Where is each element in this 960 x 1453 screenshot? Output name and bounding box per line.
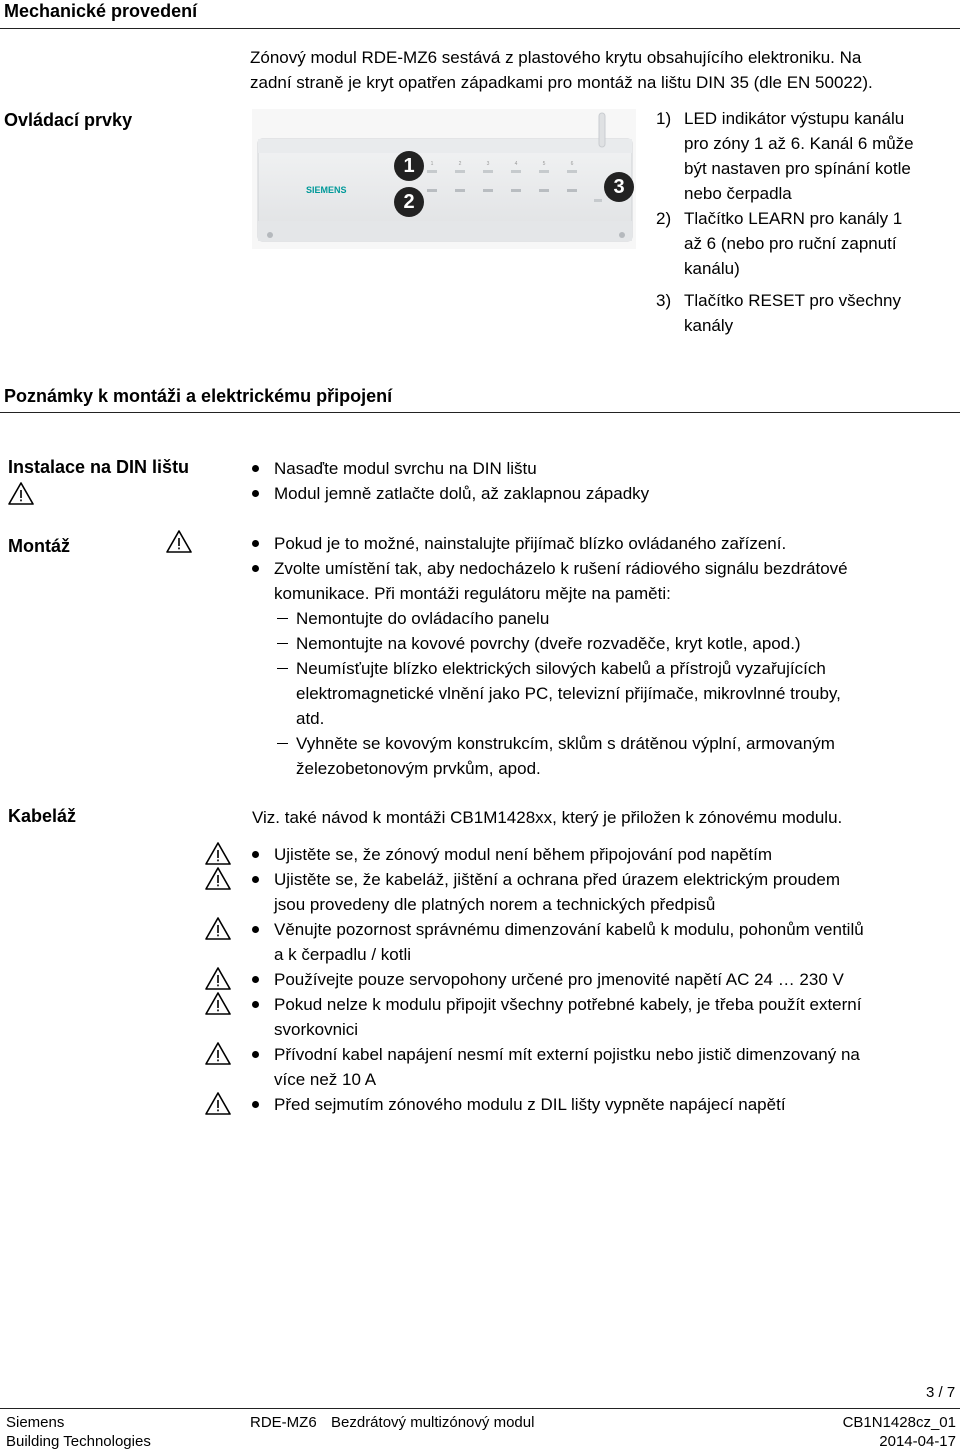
din-bullet-2: Modul jemně zatlačte dolů, až zaklapnou západky xyxy=(274,484,650,503)
callout-3: 3 xyxy=(604,172,634,202)
dash-marker xyxy=(277,618,288,619)
footer-doc-id: CB1N1428cz_01 xyxy=(842,1414,956,1431)
channel-label-4: 4 xyxy=(514,161,518,167)
footer-division: Building Technologies xyxy=(6,1433,151,1450)
mount-dash-3-line-1: Neumísťujte blízko elektrických silových kabelů a přístrojů vyzařujících xyxy=(296,659,826,678)
bullet-dot xyxy=(252,490,259,497)
mount-bullet-2-line-2: komunikace. Při montáži regulátoru mějte na paměti: xyxy=(274,584,671,603)
control-num-2: 2) xyxy=(656,209,672,228)
mount-dash-4-line-1: Vyhněte se kovovým konstrukcím, sklům s drátěnou výplní, armovaným xyxy=(296,734,835,753)
warning-icon xyxy=(205,1042,231,1065)
control-1-line-2: pro zóny 1 až 6. Kanál 6 může xyxy=(684,134,914,153)
section-title: Mechanické provedení xyxy=(4,1,198,21)
cabling-bullet-3-line-2: a k čerpadlu / kotli xyxy=(274,945,412,964)
mount-dash-1: Nemontujte do ovládacího panelu xyxy=(296,609,550,628)
control-1-line-4: nebo čerpadla xyxy=(684,184,792,203)
control-num-1: 1) xyxy=(656,109,672,128)
cabling-bullet-4: Používejte pouze servopohony určené pro jmenovité napětí AC 24 … 230 V xyxy=(274,970,844,989)
footer-product: RDE-MZ6 xyxy=(250,1414,317,1431)
channel-label-3: 3 xyxy=(486,161,490,167)
din-bullet-1: Nasaďte modul svrchu na DIN lištu xyxy=(274,459,537,478)
cabling-bullet-6-line-2: více než 10 A xyxy=(274,1070,377,1089)
mount-dash-3-line-2: elektromagnetické vlnění jako PC, televizní přijímače, mikrovlnné trouby, xyxy=(296,684,841,703)
channel-label-2: 2 xyxy=(458,161,462,167)
mount-dash-3-line-3: atd. xyxy=(296,709,325,728)
control-1-line-3: být nastaven pro spínání kotle xyxy=(684,159,911,178)
bullet-dot xyxy=(252,540,259,547)
notes-rule xyxy=(0,412,960,413)
warning-icon xyxy=(205,867,231,890)
cabling-bullet-1: Ujistěte se, že zónový modul není během připojování pod napětím xyxy=(274,845,773,864)
bullet-dot xyxy=(252,565,259,572)
intro-line-2: zadní straně je kryt opatřen západkami pro montáž na lištu DIN 35 (dle EN 50022). xyxy=(250,73,873,92)
mount-bullet-1: Pokud je to možné, nainstalujte přijímač blízko ovládaného zařízení. xyxy=(274,534,787,553)
device-illustration xyxy=(252,109,636,249)
warning-icon xyxy=(166,530,192,553)
warning-icon xyxy=(8,482,34,505)
page-number: 3 / 7 xyxy=(926,1384,956,1401)
bullet-dot xyxy=(252,851,259,858)
controls-label: Ovládací prvky xyxy=(4,110,133,130)
cabling-bullet-5-line-1: Pokud nelze k modulu připojit všechny potřebné kabely, je třeba použít externí xyxy=(274,995,862,1014)
footer-product-title: Bezdrátový multizónový modul xyxy=(331,1414,535,1431)
control-3-line-2: kanály xyxy=(684,316,734,335)
warning-icon xyxy=(205,842,231,865)
notes-title: Poznámky k montáži a elektrickému připojení xyxy=(4,386,393,406)
bullet-dot xyxy=(252,1051,259,1058)
bullet-dot xyxy=(252,1001,259,1008)
warning-icon xyxy=(205,992,231,1015)
channel-label-6: 6 xyxy=(570,161,574,167)
cabling-ref: Viz. také návod k montáži CB1M1428xx, který je přiložen k zónovému modulu. xyxy=(252,808,843,827)
footer-rule xyxy=(0,1408,960,1409)
control-3-line-1: Tlačítko RESET pro všechny xyxy=(684,291,901,310)
device-image xyxy=(252,109,636,249)
cabling-bullet-7: Před sejmutím zónového modulu z DIL lišty vypněte napájecí napětí xyxy=(274,1095,786,1114)
bullet-dot xyxy=(252,1101,259,1108)
mount-label: Montáž xyxy=(8,536,70,556)
bullet-dot xyxy=(252,465,259,472)
cabling-bullet-2-line-1: Ujistěte se, že kabeláž, jištění a ochrana před úrazem elektrickým proudem xyxy=(274,870,840,889)
footer-company: Siemens xyxy=(6,1414,65,1431)
channel-label-1: 1 xyxy=(430,161,434,167)
warning-icon xyxy=(205,1092,231,1115)
control-num-3: 3) xyxy=(656,291,672,310)
mount-bullet-2-line-1: Zvolte umístění tak, aby nedocházelo k rušení rádiového signálu bezdrátové xyxy=(274,559,848,578)
mount-dash-4-line-2: železobetonovým prvkům, apod. xyxy=(296,759,541,778)
bullet-dot xyxy=(252,926,259,933)
intro-line-1: Zónový modul RDE-MZ6 sestává z plastového krytu obsahujícího elektroniku. Na xyxy=(250,48,862,67)
mount-dash-2: Nemontujte na kovové povrchy (dveře rozvaděče, kryt kotle, apod.) xyxy=(296,634,801,653)
dash-marker xyxy=(277,743,288,744)
control-2-line-3: kanálu) xyxy=(684,259,740,278)
channel-label-5: 5 xyxy=(542,161,546,167)
cabling-label: Kabeláž xyxy=(8,806,77,826)
dash-marker xyxy=(277,643,288,644)
dash-marker xyxy=(277,668,288,669)
cabling-bullet-5-line-2: svorkovnici xyxy=(274,1020,359,1039)
control-1-line-1: LED indikátor výstupu kanálu xyxy=(684,109,905,128)
warning-icon xyxy=(205,967,231,990)
control-2-line-1: Tlačítko LEARN pro kanály 1 xyxy=(684,209,903,228)
bullet-dot xyxy=(252,876,259,883)
cabling-bullet-2-line-2: jsou provedeny dle platných norem a technických předpisů xyxy=(274,895,716,914)
callout-2: 2 xyxy=(394,187,424,217)
control-2-line-2: až 6 (nebo pro ruční zapnutí xyxy=(684,234,897,253)
cabling-bullet-3-line-1: Věnujte pozornost správnému dimenzování kabelů k modulu, pohonům ventilů xyxy=(274,920,864,939)
footer-date: 2014-04-17 xyxy=(879,1433,956,1450)
header-rule xyxy=(0,28,960,29)
device-brand: SIEMENS xyxy=(306,185,347,195)
warning-icon xyxy=(205,917,231,940)
callout-1: 1 xyxy=(394,151,424,181)
din-label: Instalace na DIN lištu xyxy=(8,457,190,477)
cabling-bullet-6-line-1: Přívodní kabel napájení nesmí mít externí pojistku nebo jistič dimenzovaný na xyxy=(274,1045,860,1064)
bullet-dot xyxy=(252,976,259,983)
